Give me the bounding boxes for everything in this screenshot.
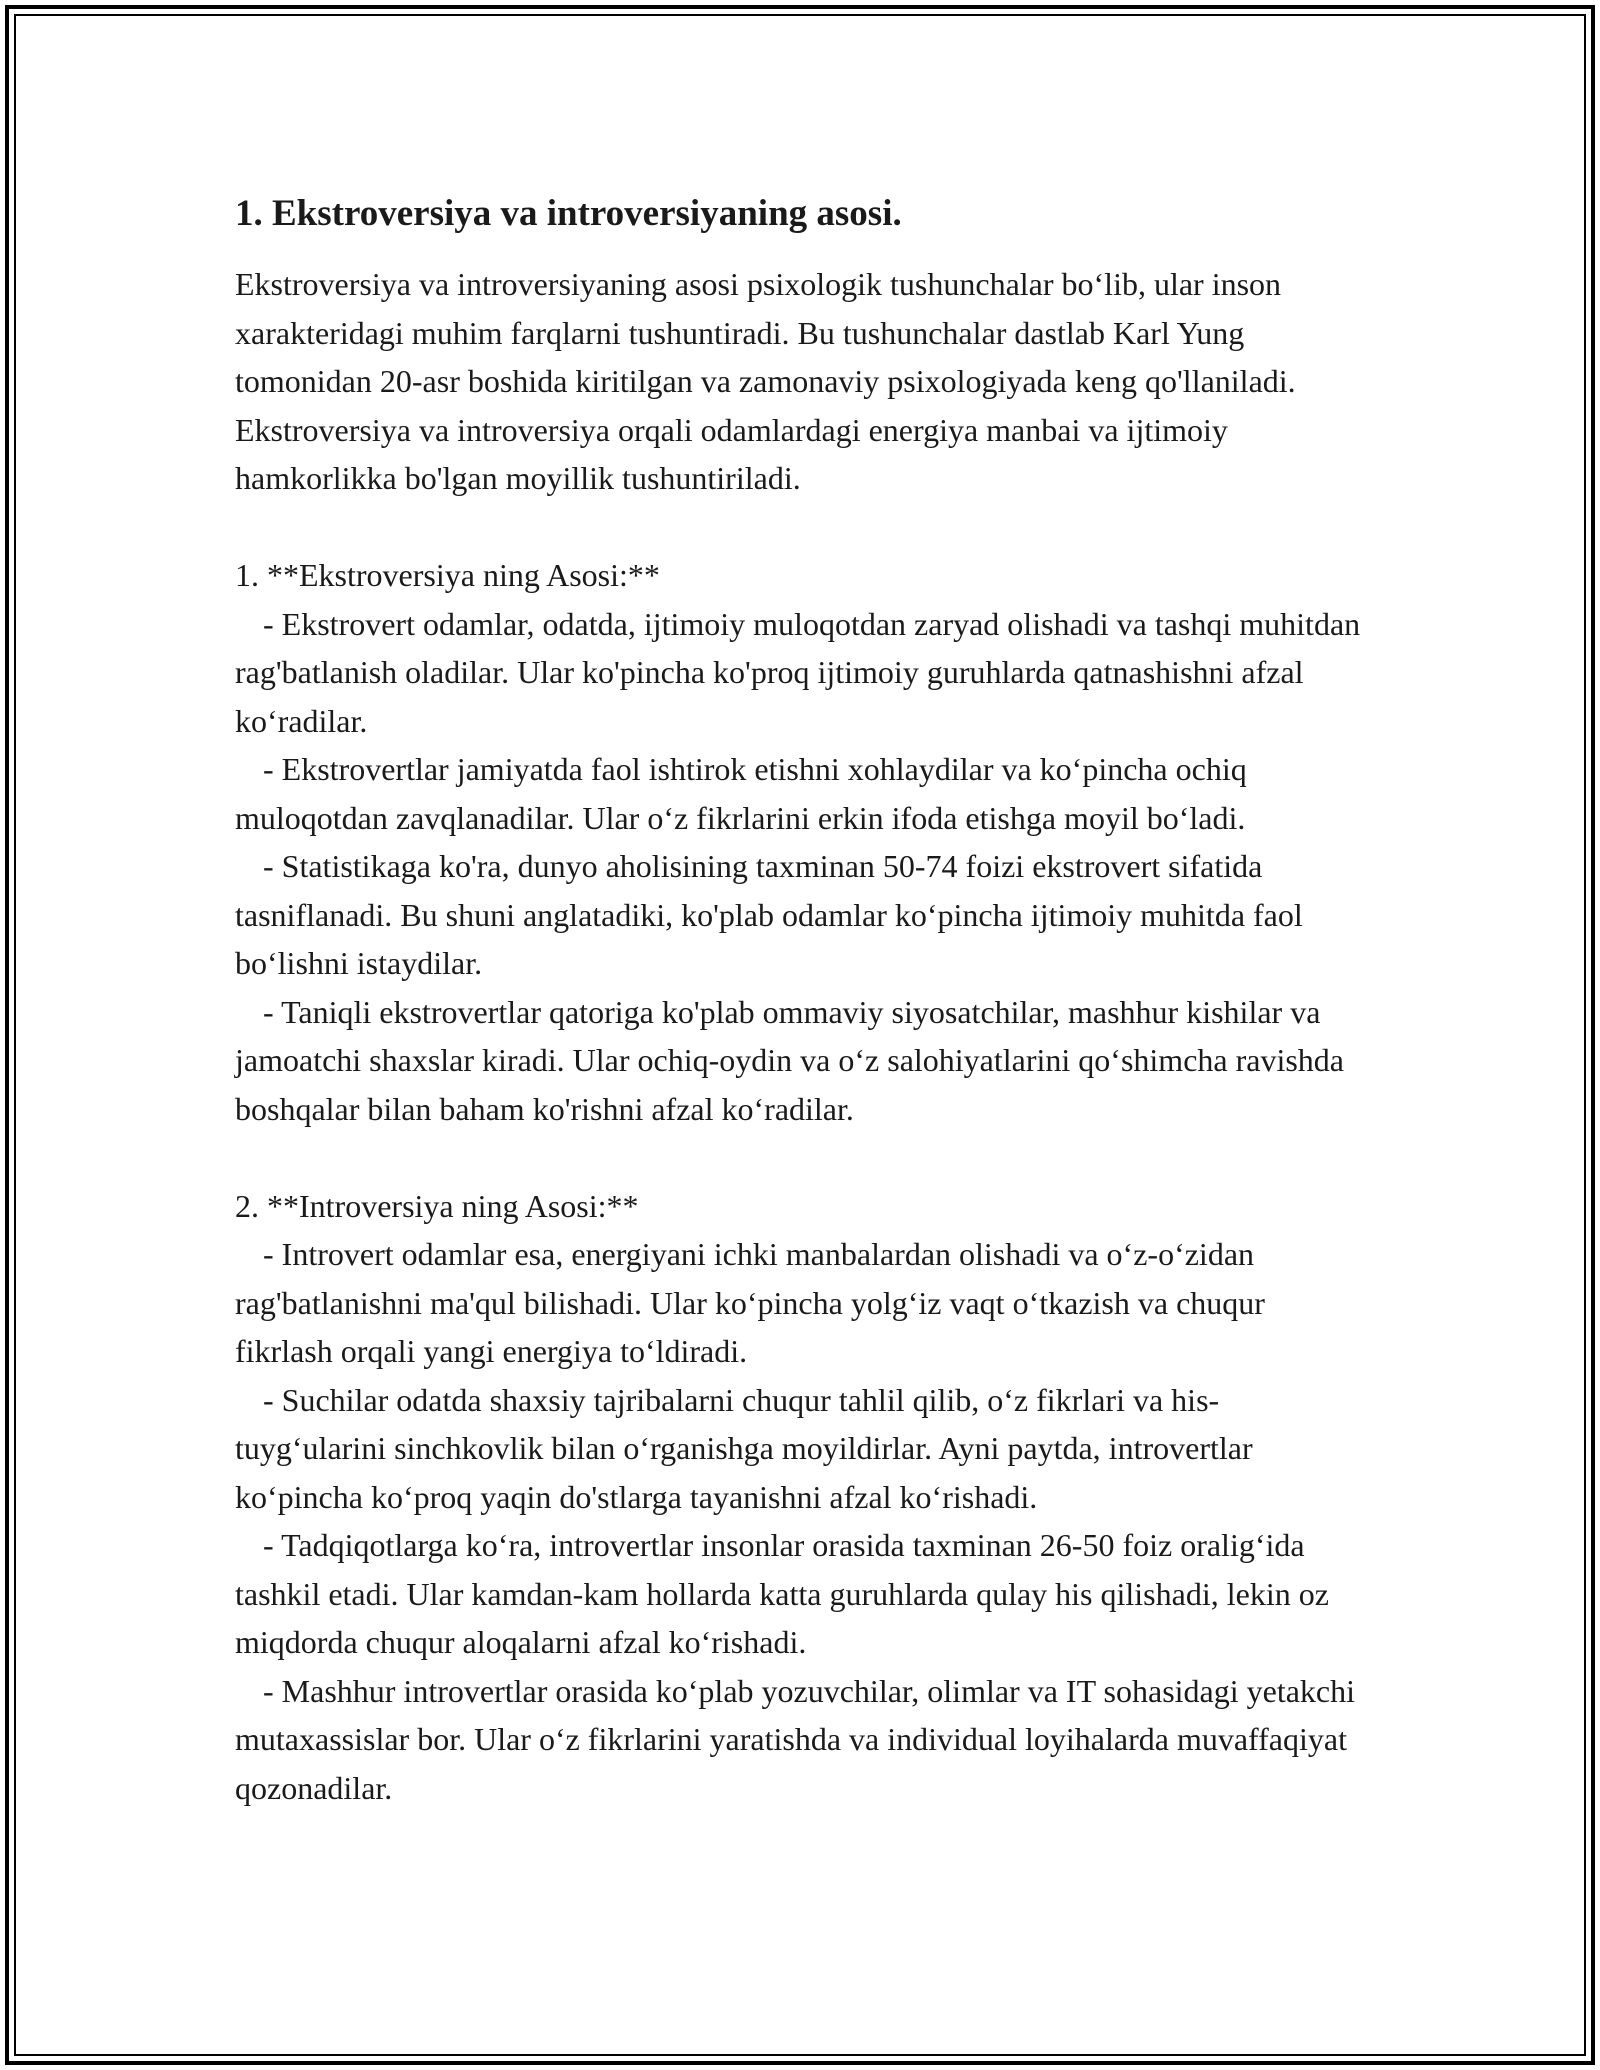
section-title: 2. **Introversiya ning Asosi:** xyxy=(235,1187,639,1224)
document-body xyxy=(235,188,1370,1812)
list-item: - Ekstrovert odamlar, odatda, ijtimoiy muloqotdan zaryad olishadi va tashqi muhitdan rag'batlanish oladilar. Ular ko'pincha ko'proq ijtimoiy guruhlarda qatnashishni afzal ko‘radilar. xyxy=(235,605,1361,739)
section-introversion xyxy=(235,1182,1370,1813)
list-item: - Mashhur introvertlar orasida ko‘plab yozuvchilar, olimlar va IT sohasidagi yetakchi mutaxassislar bor. Ular o‘z fikrlarini yaratishda va individual loyihalarda muvaffaqiyat qozonadilar. xyxy=(235,1672,1356,1806)
list-item: - Statistikaga ko'ra, dunyo aholisining taxminan 50-74 foizi ekstrovert sifatida tasniflanadi. Bu shuni anglatadiki, ko'plab odamlar ko‘pincha ijtimoiy muhitda faol bo‘lishni istaydilar. xyxy=(235,848,1303,981)
list-item: - Tadqiqotlarga ko‘ra, introvertlar insonlar orasida taxminan 26-50 foiz oralig‘ida tashkil etadi. Ular kamdan-kam hollarda katta guruhlarda qulay his qilishadi, lekin oz miqdorda chuqur aloqalarni afzal ko‘rishadi. xyxy=(235,1527,1329,1660)
list-item: - Taniqli ekstrovertlar qatoriga ko'plab ommaviy siyosatchilar, mashhur kishilar va jamoatchi shaxslar kiradi. Ular ochiq-oydin va o‘z salohiyatlarini qo‘shimcha ravishda boshqalar bilan baham ko'rishni afzal ko‘radilar. xyxy=(235,993,1344,1127)
list-item: - Suchilar odatda shaxsiy tajribalarni chuqur tahlil qilib, o‘z fikrlari va his-tuyg‘ularini sinchkovlik bilan o‘rganishga moyildirlar. Ayni paytda, introvertlar ko‘pincha ko‘proq yaqin do'stlarga tayanishni afzal ko‘rishadi. xyxy=(235,1381,1253,1515)
section-extroversion xyxy=(235,551,1370,1133)
intro-paragraph: Ekstroversiya va introversiyaning asosi psixologik tushunchalar bo‘lib, ular inson xarakteridagi muhim farqlarni tushuntiradi. Bu tushunchalar dastlab Karl Yung tomonidan 20-asr boshida kiritilgan va zamonaviy psixologiyada keng qo'llaniladi. Ekstroversiya va introversiya orqali odamlardagi energiya manbai va ijtimoiy hamkorlikka bo'lgan moyillik tushuntiriladi. xyxy=(235,266,1296,496)
document-heading: 1. Ekstroversiya va introversiyaning asosi. xyxy=(235,193,902,234)
list-item: - Ekstrovertlar jamiyatda faol ishtirok etishni xohlaydilar va ko‘pincha ochiq muloqotdan zavqlanadilar. Ular o‘z fikrlarini erkin ifoda etishga moyil bo‘ladi. xyxy=(235,751,1247,836)
section-title: 1. **Ekstroversiya ning Asosi:** xyxy=(235,557,660,593)
list-item: - Introvert odamlar esa, energiyani ichki manbalardan olishadi va o‘z-o‘zidan rag'batlanishni ma'qul bilishadi. Ular ko‘pincha yolg‘iz vaqt o‘tkazish va chuqur fikrlash orqali yangi energiya to‘ldiradi. xyxy=(235,1236,1265,1369)
